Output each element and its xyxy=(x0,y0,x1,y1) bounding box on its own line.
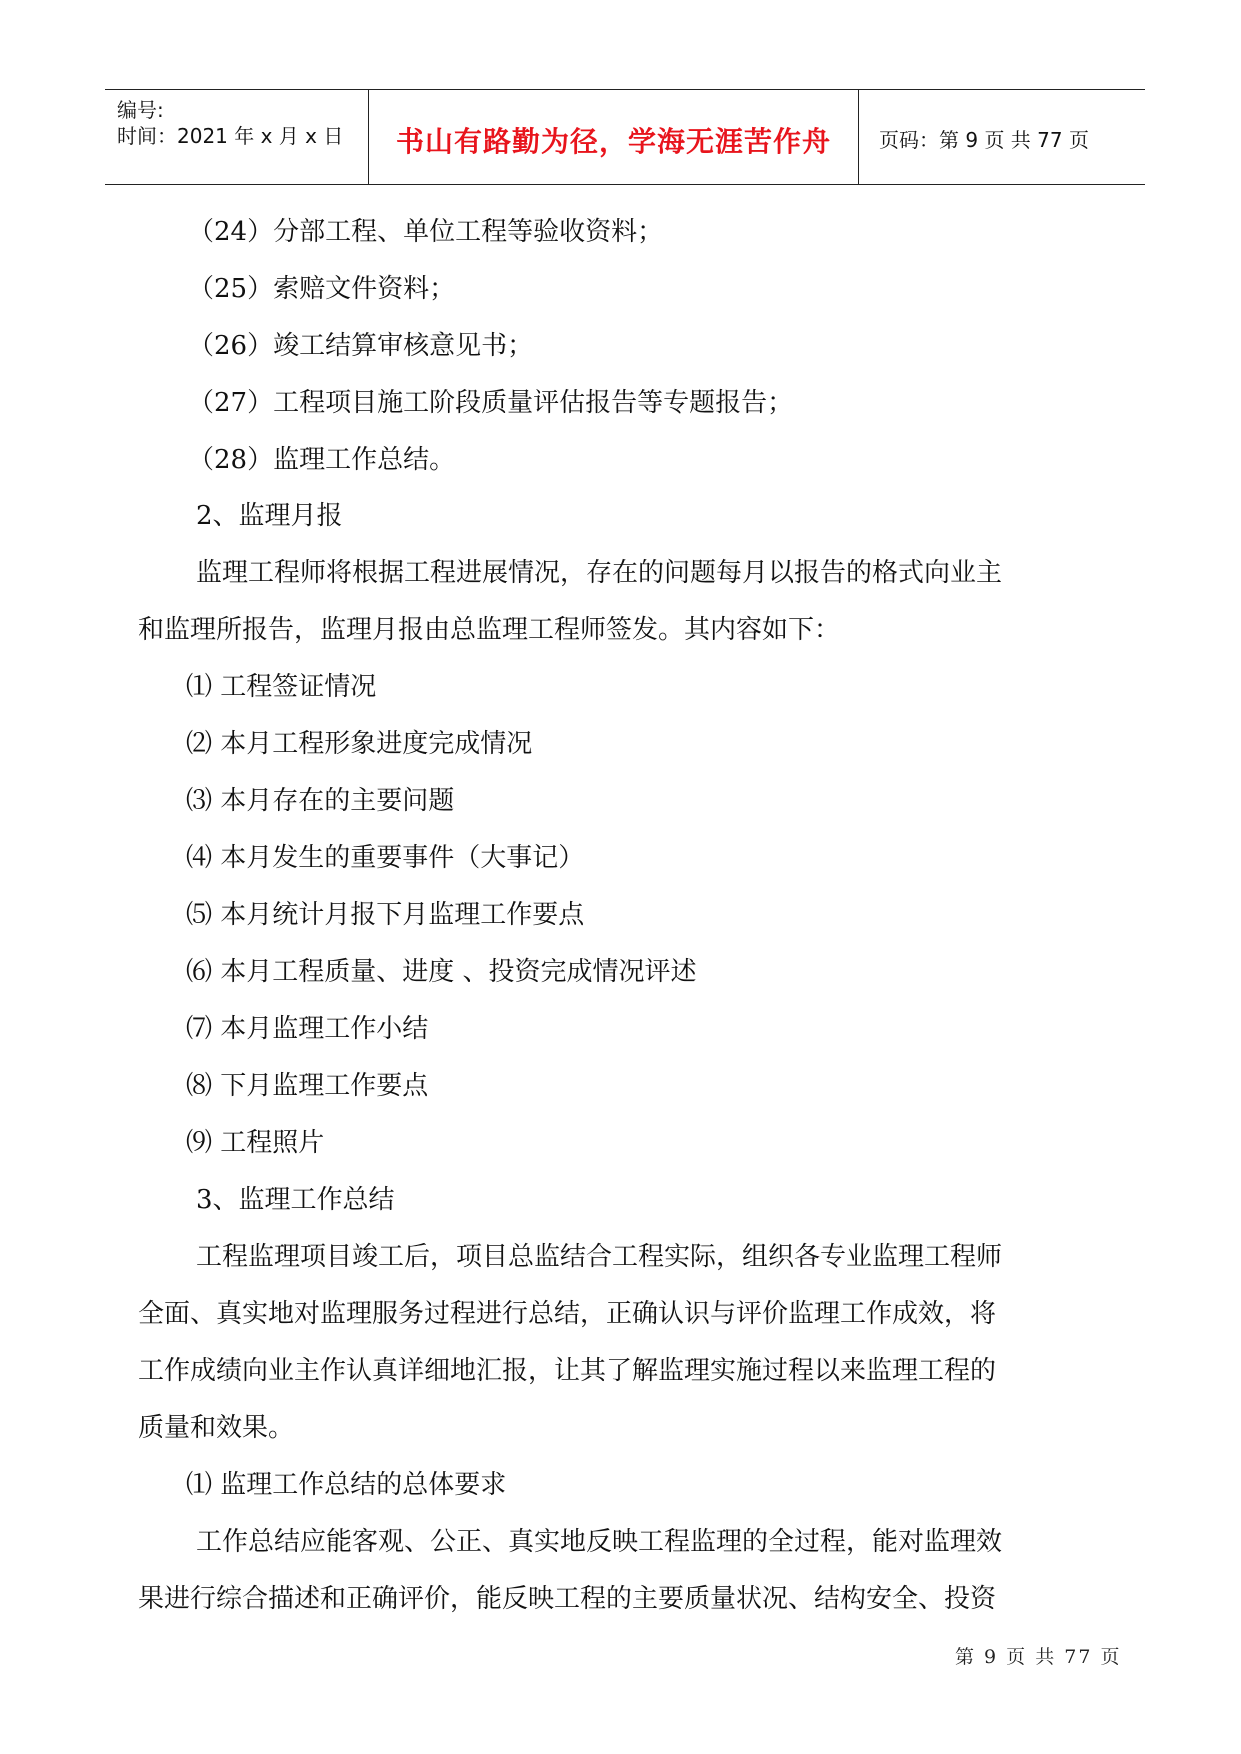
header-info-cell xyxy=(105,90,369,184)
list-item: ⑺ 本月监理工作小结 xyxy=(186,1014,429,1044)
paragraph-line: 质量和效果。 xyxy=(138,1413,295,1443)
header-motto-cell xyxy=(369,90,859,184)
list-item: （25）索赔文件资料； xyxy=(188,274,456,304)
page-footer: 第 9 页 共 77 页 xyxy=(955,1646,1122,1668)
paragraph-line: 工程监理项目竣工后，项目总监结合工程实际，组织各专业监理工程师 xyxy=(196,1242,1003,1272)
list-item: （27）工程项目施工阶段质量评估报告等专题报告； xyxy=(188,388,794,418)
time-label: 时间：2021 年 x 月 x 日 xyxy=(117,124,344,148)
motto: 书山有路勤为径，学海无涯苦作舟 xyxy=(395,125,831,158)
list-item: ⑻ 下月监理工作要点 xyxy=(186,1071,429,1101)
list-item: ⑶ 本月存在的主要问题 xyxy=(186,786,455,816)
paragraph-line: 全面、真实地对监理服务过程进行总结，正确认识与评价监理工作成效，将 xyxy=(138,1299,997,1329)
list-item: ⑷ 本月发生的重要事件（大事记） xyxy=(186,843,585,873)
list-item: （26）竣工结算审核意见书； xyxy=(188,331,534,361)
paragraph-line: 监理工程师将根据工程进展情况，存在的问题每月以报告的格式向业主 xyxy=(196,558,1003,588)
list-item: ⑼ 工程照片 xyxy=(186,1128,325,1158)
paragraph-line: 果进行综合描述和正确评价，能反映工程的主要质量状况、结构安全、投资 xyxy=(138,1584,997,1614)
list-item: ⑵ 本月工程形象进度完成情况 xyxy=(186,729,533,759)
list-item: ⑸ 本月统计月报下月监理工作要点 xyxy=(186,900,585,930)
paragraph-line: 工作成绩向业主作认真详细地汇报，让其了解监理实施过程以来监理工程的 xyxy=(138,1356,997,1386)
paragraph-line: 和监理所报告，监理月报由总监理工程师签发。其内容如下： xyxy=(138,615,841,645)
list-item: ⑹ 本月工程质量、进度 、投资完成情况评述 xyxy=(186,957,697,987)
header-table xyxy=(105,89,1145,185)
header-page-cell xyxy=(859,90,1145,184)
list-item: ⑴ 工程签证情况 xyxy=(186,672,377,702)
list-item: ⑴ 监理工作总结的总体要求 xyxy=(186,1470,507,1500)
number-label: 编号: xyxy=(117,98,164,122)
paragraph-line: 工作总结应能客观、公正、真实地反映工程监理的全过程，能对监理效 xyxy=(196,1527,1003,1557)
section-heading: 3、监理工作总结 xyxy=(196,1185,395,1215)
section-heading: 2、监理月报 xyxy=(196,501,343,531)
page-number-label: 页码：第 9 页 共 77 页 xyxy=(879,128,1089,152)
list-item: （28）监理工作总结。 xyxy=(188,445,456,475)
list-item: （24）分部工程、单位工程等验收资料； xyxy=(188,217,664,247)
